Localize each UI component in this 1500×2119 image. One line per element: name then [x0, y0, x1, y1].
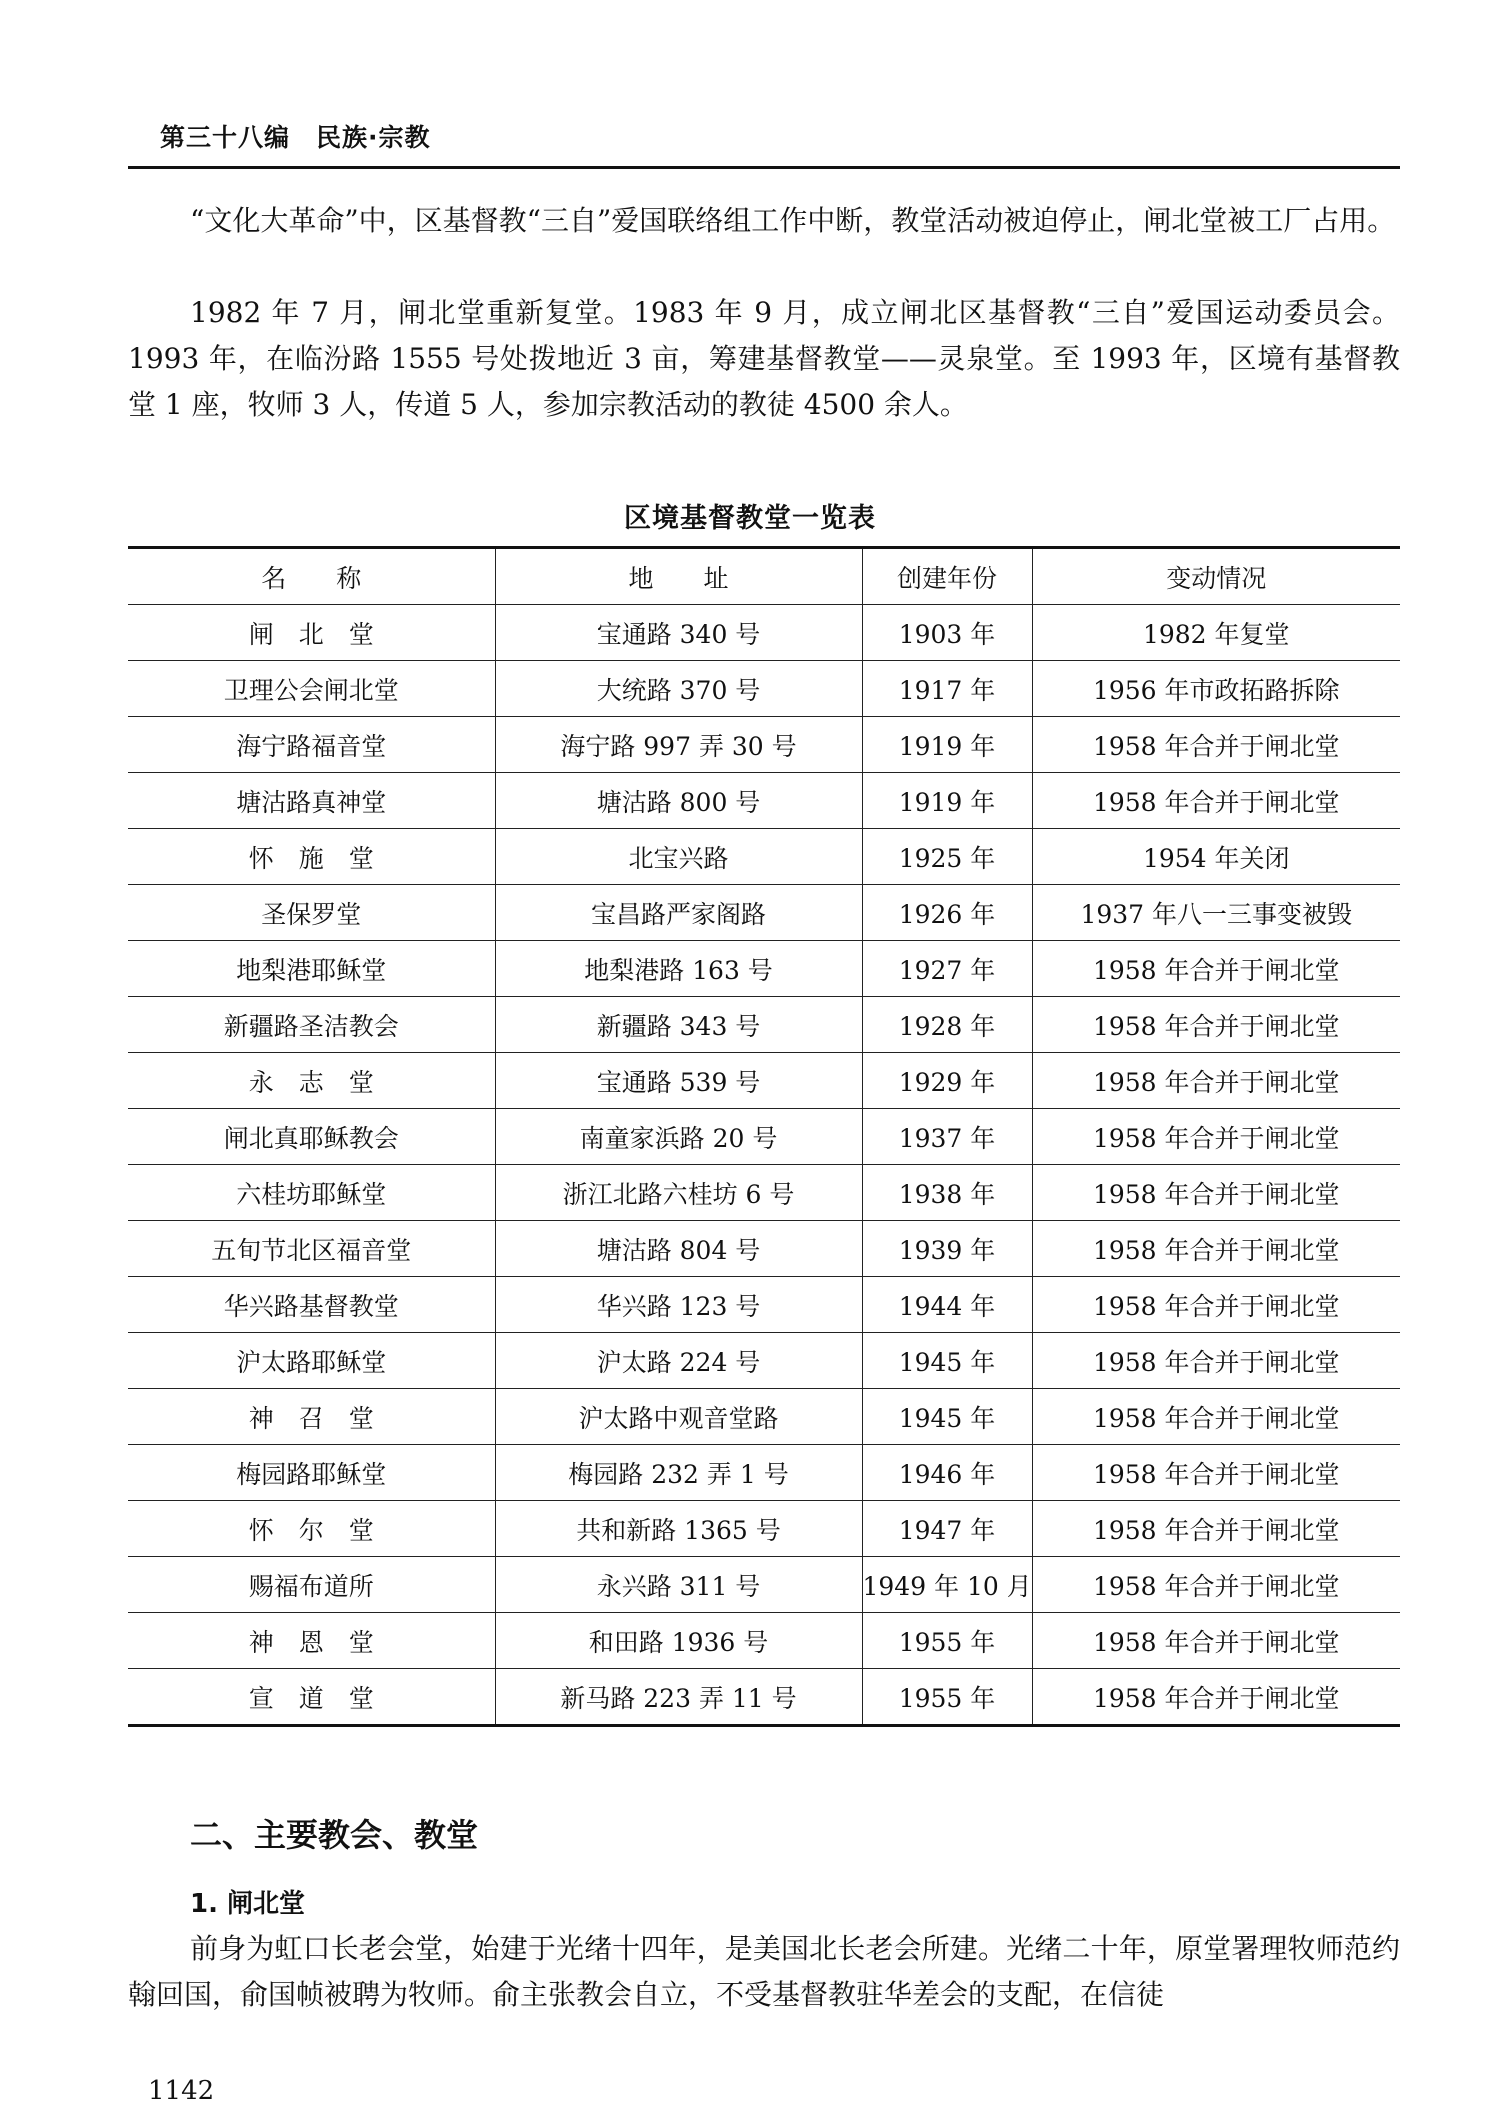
cell-change: 1958 年合并于闸北堂 [1032, 1053, 1400, 1109]
cell-change: 1958 年合并于闸北堂 [1032, 1669, 1400, 1726]
cell-name: 海宁路福音堂 [128, 717, 495, 773]
cell-address: 新马路 223 弄 11 号 [495, 1669, 862, 1726]
table-row [128, 1445, 1400, 1501]
body-paragraph: 1982 年 7 月，闸北堂重新复堂。1983 年 9 月，成立闸北区基督教“三自”爱国运动委员会。1993 年，在临汾路 1555 号处拨地近 3 亩，筹建基督教堂——灵泉堂。至 1993 年，区境有基督教堂 1 座，牧师 3 人，传道 5 人，参加宗教活动的教徒 4500 余人。 [128, 296, 1400, 421]
cell-year: 1928 年 [862, 997, 1032, 1053]
table-row [128, 661, 1400, 717]
cell-year: 1938 年 [862, 1165, 1032, 1221]
body-paragraph: “文化大革命”中，区基督教“三自”爱国联络组工作中断，教堂活动被迫停止，闸北堂被工厂占用。 [190, 204, 1396, 237]
cell-name: 闸 北 堂 [128, 605, 495, 661]
table-row [128, 773, 1400, 829]
table-row [128, 1277, 1400, 1333]
cell-year: 1929 年 [862, 1053, 1032, 1109]
cell-name: 五旬节北区福音堂 [128, 1221, 495, 1277]
cell-address: 北宝兴路 [495, 829, 862, 885]
table-row [128, 1221, 1400, 1277]
cell-year: 1919 年 [862, 717, 1032, 773]
table-header-row [128, 548, 1400, 605]
column-header-address: 地 址 [495, 548, 862, 605]
cell-change: 1958 年合并于闸北堂 [1032, 1613, 1400, 1669]
cell-name: 华兴路基督教堂 [128, 1277, 495, 1333]
cell-address: 宝昌路严家阁路 [495, 885, 862, 941]
cell-year: 1944 年 [862, 1277, 1032, 1333]
table-row [128, 717, 1400, 773]
cell-change: 1958 年合并于闸北堂 [1032, 997, 1400, 1053]
cell-name: 六桂坊耶稣堂 [128, 1165, 495, 1221]
cell-address: 永兴路 311 号 [495, 1557, 862, 1613]
cell-year: 1955 年 [862, 1669, 1032, 1726]
cell-year: 1945 年 [862, 1389, 1032, 1445]
cell-year: 1949 年 10 月 [862, 1557, 1032, 1613]
cell-change: 1958 年合并于闸北堂 [1032, 1557, 1400, 1613]
header-rule [128, 166, 1400, 169]
cell-change: 1958 年合并于闸北堂 [1032, 1333, 1400, 1389]
column-header-name: 名 称 [128, 548, 495, 605]
cell-name: 梅园路耶稣堂 [128, 1445, 495, 1501]
cell-year: 1926 年 [862, 885, 1032, 941]
cell-name: 地梨港耶稣堂 [128, 941, 495, 997]
cell-change: 1958 年合并于闸北堂 [1032, 1501, 1400, 1557]
column-header-change: 变动情况 [1032, 548, 1400, 605]
cell-name: 永 志 堂 [128, 1053, 495, 1109]
cell-name: 神 恩 堂 [128, 1613, 495, 1669]
cell-address: 沪太路中观音堂路 [495, 1389, 862, 1445]
table-row [128, 1613, 1400, 1669]
cell-address: 浙江北路六桂坊 6 号 [495, 1165, 862, 1221]
table-body [128, 605, 1400, 1726]
table-title: 区境基督教堂一览表 [624, 503, 876, 534]
cell-change: 1958 年合并于闸北堂 [1032, 1109, 1400, 1165]
cell-address: 南童家浜路 20 号 [495, 1109, 862, 1165]
cell-address: 新疆路 343 号 [495, 997, 862, 1053]
cell-address: 共和新路 1365 号 [495, 1501, 862, 1557]
table-row [128, 1501, 1400, 1557]
table-row [128, 829, 1400, 885]
cell-address: 海宁路 997 弄 30 号 [495, 717, 862, 773]
cell-address: 和田路 1936 号 [495, 1613, 862, 1669]
table-row [128, 941, 1400, 997]
body-paragraph: 前身为虹口长老会堂，始建于光绪十四年，是美国北长老会所建。光绪二十年，原堂署理牧师范约翰回国，俞国帧被聘为牧师。俞主张教会自立，不受基督教驻华差会的支配，在信徒 [128, 1932, 1400, 2011]
table-row [128, 1333, 1400, 1389]
cell-address: 宝通路 340 号 [495, 605, 862, 661]
cell-name: 宣 道 堂 [248, 1683, 374, 1713]
cell-year: 1939 年 [862, 1221, 1032, 1277]
cell-name: 塘沽路真神堂 [128, 773, 495, 829]
cell-name: 沪太路耶稣堂 [128, 1333, 495, 1389]
cell-year: 1955 年 [862, 1613, 1032, 1669]
cell-year: 1925 年 [862, 829, 1032, 885]
cell-change: 1958 年合并于闸北堂 [1032, 1221, 1400, 1277]
cell-address: 塘沽路 800 号 [495, 773, 862, 829]
cell-change: 1956 年市政拓路拆除 [1032, 661, 1400, 717]
cell-address: 沪太路 224 号 [495, 1333, 862, 1389]
cell-year: 1917 年 [862, 661, 1032, 717]
section-heading: 二、主要教会、教堂 [190, 1816, 479, 1854]
cell-change: 1958 年合并于闸北堂 [1032, 1277, 1400, 1333]
cell-name: 新疆路圣洁教会 [128, 997, 495, 1053]
cell-name: 闸北真耶稣教会 [128, 1109, 495, 1165]
cell-year: 1927 年 [862, 941, 1032, 997]
sub-heading: 1. 闸北堂 [190, 1889, 306, 1919]
cell-address: 宝通路 539 号 [495, 1053, 862, 1109]
table-row [128, 1053, 1400, 1109]
cell-change: 1958 年合并于闸北堂 [1032, 1445, 1400, 1501]
cell-year: 1937 年 [862, 1109, 1032, 1165]
cell-name: 怀 施 堂 [128, 829, 495, 885]
cell-year: 1946 年 [862, 1445, 1032, 1501]
cell-address: 大统路 370 号 [495, 661, 862, 717]
cell-change: 1937 年八一三事变被毁 [1032, 885, 1400, 941]
cell-name: 卫理公会闸北堂 [128, 661, 495, 717]
cell-change: 1958 年合并于闸北堂 [1032, 1389, 1400, 1445]
cell-change: 1954 年关闭 [1032, 829, 1400, 885]
table-row [128, 997, 1400, 1053]
cell-change: 1982 年复堂 [1032, 605, 1400, 661]
table-row [128, 605, 1400, 661]
cell-name: 怀 尔 堂 [128, 1501, 495, 1557]
church-table [128, 546, 1400, 1727]
cell-year: 1945 年 [862, 1333, 1032, 1389]
cell-address: 梅园路 232 弄 1 号 [495, 1445, 862, 1501]
cell-name: 赐福布道所 [128, 1557, 495, 1613]
cell-change: 1958 年合并于闸北堂 [1032, 941, 1400, 997]
page-number: 1142 [148, 2076, 215, 2106]
cell-year: 1903 年 [862, 605, 1032, 661]
table-row [128, 1557, 1400, 1613]
column-header-year: 创建年份 [862, 548, 1032, 605]
cell-name: 神 召 堂 [128, 1389, 495, 1445]
table-row [128, 1389, 1400, 1445]
cell-name: 圣保罗堂 [128, 885, 495, 941]
cell-address: 华兴路 123 号 [495, 1277, 862, 1333]
cell-address: 塘沽路 804 号 [495, 1221, 862, 1277]
cell-address: 地梨港路 163 号 [495, 941, 862, 997]
table-row [128, 885, 1400, 941]
cell-change: 1958 年合并于闸北堂 [1032, 1165, 1400, 1221]
table-row [128, 1109, 1400, 1165]
running-header: 第三十八编 民族·宗教 [160, 123, 431, 152]
cell-change: 1958 年合并于闸北堂 [1032, 717, 1400, 773]
cell-change: 1958 年合并于闸北堂 [1032, 773, 1400, 829]
cell-year: 1919 年 [862, 773, 1032, 829]
table-row [128, 1669, 1400, 1726]
table-row [128, 1165, 1400, 1221]
cell-year: 1947 年 [862, 1501, 1032, 1557]
